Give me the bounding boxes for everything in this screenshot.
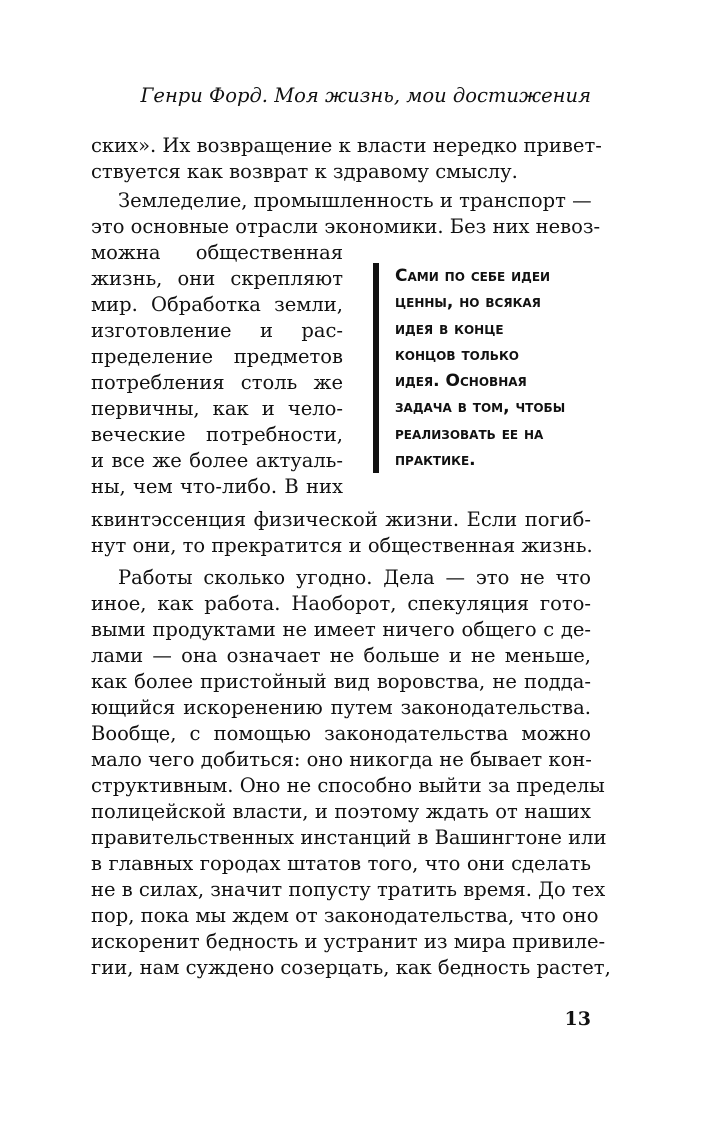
body-line: Земледелие, промышленность и транспорт — bbox=[118, 189, 592, 212]
pull-quote-line: реализовать ее на bbox=[395, 423, 544, 444]
pull-quote-line: идея. Основная bbox=[395, 371, 527, 392]
body-line: веческие потребности, bbox=[91, 423, 343, 446]
body-line: правительственных инстанций в Вашингтоне или bbox=[91, 826, 607, 849]
body-line: нут они, то прекратится и общественная жизнь. bbox=[91, 534, 593, 557]
body-line: полицейской власти, и поэтому ждать от наших bbox=[91, 800, 591, 823]
body-line: как более пристойный вид воровства, не подда- bbox=[91, 670, 591, 693]
pull-quote-line: идея в конце bbox=[395, 318, 504, 339]
body-line: мир. Обработка земли, bbox=[91, 293, 343, 316]
body-line: жизнь, они скрепляют bbox=[91, 267, 343, 290]
body-line: потребления столь же bbox=[91, 371, 343, 394]
body-line: ствуется как возврат к здравому смыслу. bbox=[91, 160, 518, 183]
body-line: гии, нам суждено созерцать, как бедность растет, bbox=[91, 956, 611, 979]
body-line: искоренит бедность и устранит из мира привиле- bbox=[91, 930, 606, 953]
body-line: иное, как работа. Наоборот, спекуляция гото- bbox=[91, 592, 591, 615]
body-line: ских». Их возвращение к власти нередко привет- bbox=[91, 134, 602, 157]
body-line: первичны, как и чело- bbox=[91, 397, 343, 420]
body-line: структивным. Оно не способно выйти за пределы bbox=[91, 774, 605, 797]
page-number: 13 bbox=[564, 1008, 591, 1030]
body-line: можна общественная bbox=[91, 241, 343, 264]
body-line: пор, пока мы ждем от законодательства, что оно bbox=[91, 904, 599, 927]
body-line: квинтэссенция физической жизни. Если погиб- bbox=[91, 508, 591, 531]
body-line: изготовление и рас- bbox=[91, 319, 343, 342]
pull-quote-line: ценны, но всякая bbox=[395, 292, 541, 313]
body-line: и все же более актуаль- bbox=[91, 449, 343, 472]
pull-quote-line: Сами по себе идеи bbox=[395, 266, 551, 286]
body-line: мало чего добиться: оно никогда не бывает кон- bbox=[91, 748, 592, 771]
running-header: Генри Форд. Моя жизнь, мои достижения bbox=[140, 84, 591, 107]
body-line: в главных городах штатов того, что они сделать bbox=[91, 852, 591, 875]
body-line: ющийся искоренению путем законодательства. bbox=[91, 696, 591, 719]
body-line: Вообще, с помощью законодательства можно bbox=[91, 722, 591, 745]
body-line: пределение предметов bbox=[91, 345, 343, 368]
body-line: выми продуктами не имеет ничего общего с де- bbox=[91, 618, 591, 641]
body-line: это основные отрасли экономики. Без них невоз- bbox=[91, 215, 601, 238]
body-line: Работы сколько угодно. Дела — это не что bbox=[118, 566, 591, 589]
pull-quote-line: концов только bbox=[395, 344, 519, 365]
pull-quote bbox=[373, 263, 603, 473]
pull-quote-line: задача в том, чтобы bbox=[395, 397, 566, 418]
body-line: ны, чем что-либо. В них bbox=[91, 475, 343, 498]
pull-quote-line: практике. bbox=[395, 450, 476, 471]
body-line: не в силах, значит попусту тратить время. До тех bbox=[91, 878, 606, 901]
body-line: лами — она означает не больше и не меньше, bbox=[91, 644, 591, 667]
